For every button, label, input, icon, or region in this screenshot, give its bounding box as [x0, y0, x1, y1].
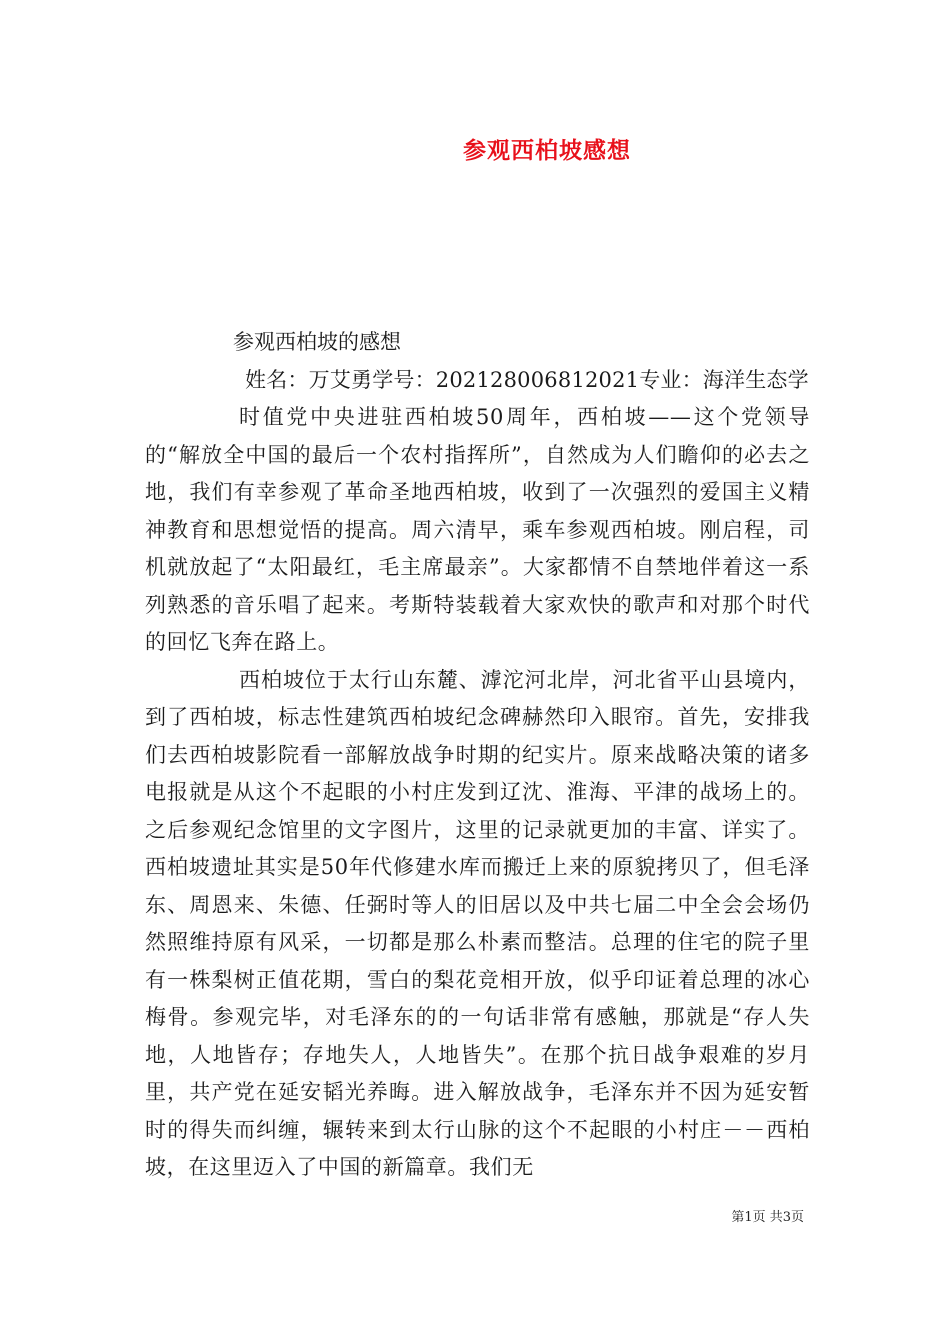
- paragraph-2: 西柏坡位于太行山东麓、滹沱河北岸，河北省平山县境内，到了西柏坡，标志性建筑西柏坡纪念碑赫然印入眼帘。首先，安排我们去西柏坡影院看一部解放战争时期的纪实片。原来战略决策的诸多电报就是从这个不起眼的小村庄发到辽沈、淮海、平津的战场上的。之后参观纪念馆里的文字图片，这里的记录就更加的丰富、详实了。西柏坡遗址其实是50年代修建水库而搬迁上来的原貌拷贝了，但毛泽东、周恩来、朱德、任弼时等人的旧居以及中共七届二中全会会场仍然照维持原有风采，一切都是那么朴素而整洁。总理的住宅的院子里有一株梨树正值花期，雪白的梨花竞相开放，似乎印证着总理的冰心梅骨。参观完毕，对毛泽东的的一句话非常有感触，那就是“存人失地，人地皆存；存地失人，人地皆失”。在那个抗日战争艰难的岁月里，共产党在延安韬光养晦。进入解放战争，毛泽东并不因为延安暂时的得失而纠缠，辗转来到太行山脉的这个不起眼的小村庄－－西柏坡，在这里迈入了中国的新篇章。我们无: [145, 667, 810, 1179]
- document-body: [145, 324, 810, 1187]
- paragraph-1: 时值党中央进驻西柏坡50周年，西柏坡——这个党领导的“解放全中国的最后一个农村指挥所”，自然成为人们瞻仰的必去之地，我们有幸参观了革命圣地西柏坡，收到了一次强烈的爱国主义精神教育和思想觉悟的提高。周六清早，乘车参观西柏坡。刚启程，司机就放起了“太阳最红，毛主席最亲”。大家都情不自禁地伴着这一系列熟悉的音乐唱了起来。考斯特装载着大家欢快的歌声和对那个时代的回忆飞奔在路上。: [145, 405, 810, 654]
- document-title: 参观西柏坡感想: [463, 137, 631, 164]
- essay-subtitle: 参观西柏坡的感想: [233, 330, 401, 354]
- author-info-line: 姓名：万艾勇学号：202128006812021专业：海洋生态学: [245, 367, 809, 392]
- page-number-footer: 第1页 共3页: [731, 1210, 804, 1225]
